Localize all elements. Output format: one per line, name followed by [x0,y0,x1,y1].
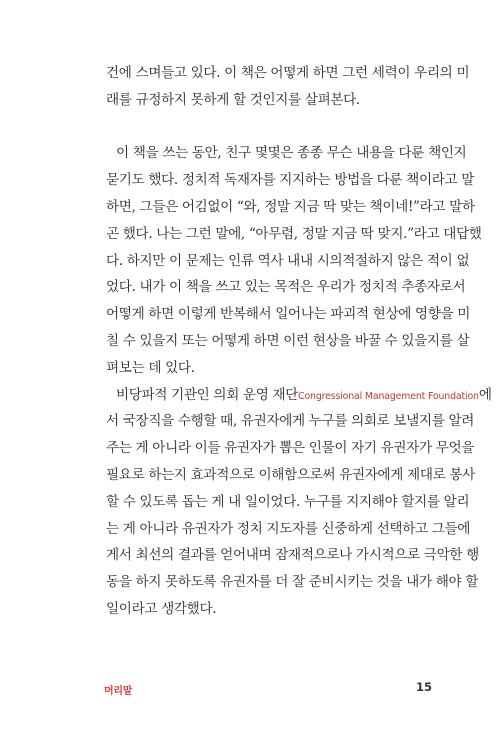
text-line: 다. 하지만 이 문제는 인류 역사 내내 시의적절하지 않은 적이 없 [106,252,470,269]
text-line: 하면, 그들은 어김없이 “와, 정말 지금 딱 맞는 책이네!”라고 말하 [106,198,475,215]
page-number: 15 [415,680,432,694]
text-line: 동을 하지 못하도록 유권자를 더 잘 준비시키는 것을 내가 해야 할 [106,574,479,591]
page-body [106,60,492,623]
text-line: 곤 했다. 나는 그런 말에, “아무렴, 정말 지금 딱 맞지.”라고 대답했 [106,225,482,242]
text-line: 는 게 아니라 유권자가 정치 지도자를 신중하게 선택하고 그들에 [106,520,471,537]
text-line: 게서 최선의 결과를 얻어내며 잠재적으로나 가시적으로 극악한 행 [106,547,479,564]
text-line: 어떻게 하면 이렇게 반복해서 일어나는 파괴적 현상에 영향을 미 [106,306,471,323]
text-line: 묻기도 했다. 정치적 독재자를 지지하는 방법을 다룬 책이라고 말 [106,172,475,189]
footer-section-title: 머리말 [104,686,133,697]
text-line: 할 수 있도록 돕는 게 내 일이었다. 누구를 지지해야 할지를 알리 [106,493,470,510]
text-line: 펴보는 데 있다. [106,359,195,376]
text-line: 었다. 내가 이 책을 쓰고 있는 목적은 우리가 정치적 추종자로서 [106,279,466,296]
text-line: 칠 수 있을지 또는 어떻게 하면 이런 현상을 바꿀 수 있을지를 살 [106,332,470,349]
text-segment: 에 [478,386,492,403]
text-line: 건에 스며들고 있다. 이 책은 어떻게 하면 그런 세력이 우리의 미 [106,65,470,81]
text-line: 이 책을 쓰는 동안, 친구 몇몇은 종종 무슨 내용을 다룬 책인지 [116,145,467,162]
text-line: 주는 게 아니라 이들 유권자가 뽑은 인물이 자기 유권자가 무엇을 [106,440,475,457]
text-line-with-foreign-term [106,382,492,409]
foreign-term: Congressional Management Foundation [298,390,479,402]
text-line: 서 국장직을 수행할 때, 유권자에게 누구를 의회로 보낼지를 알려 [106,413,475,430]
paragraph-gap [106,114,442,141]
text-line: 일이라고 생각했다. [106,600,217,617]
text-segment: 비당파적 기관인 의회 운영 재단 [116,386,299,403]
text-line: 필요로 하는지 효과적으로 이해함으로써 유권자에게 제대로 봉사 [106,466,475,483]
text-line: 래를 규정하지 못하게 할 것인지를 살펴본다. [106,91,360,108]
